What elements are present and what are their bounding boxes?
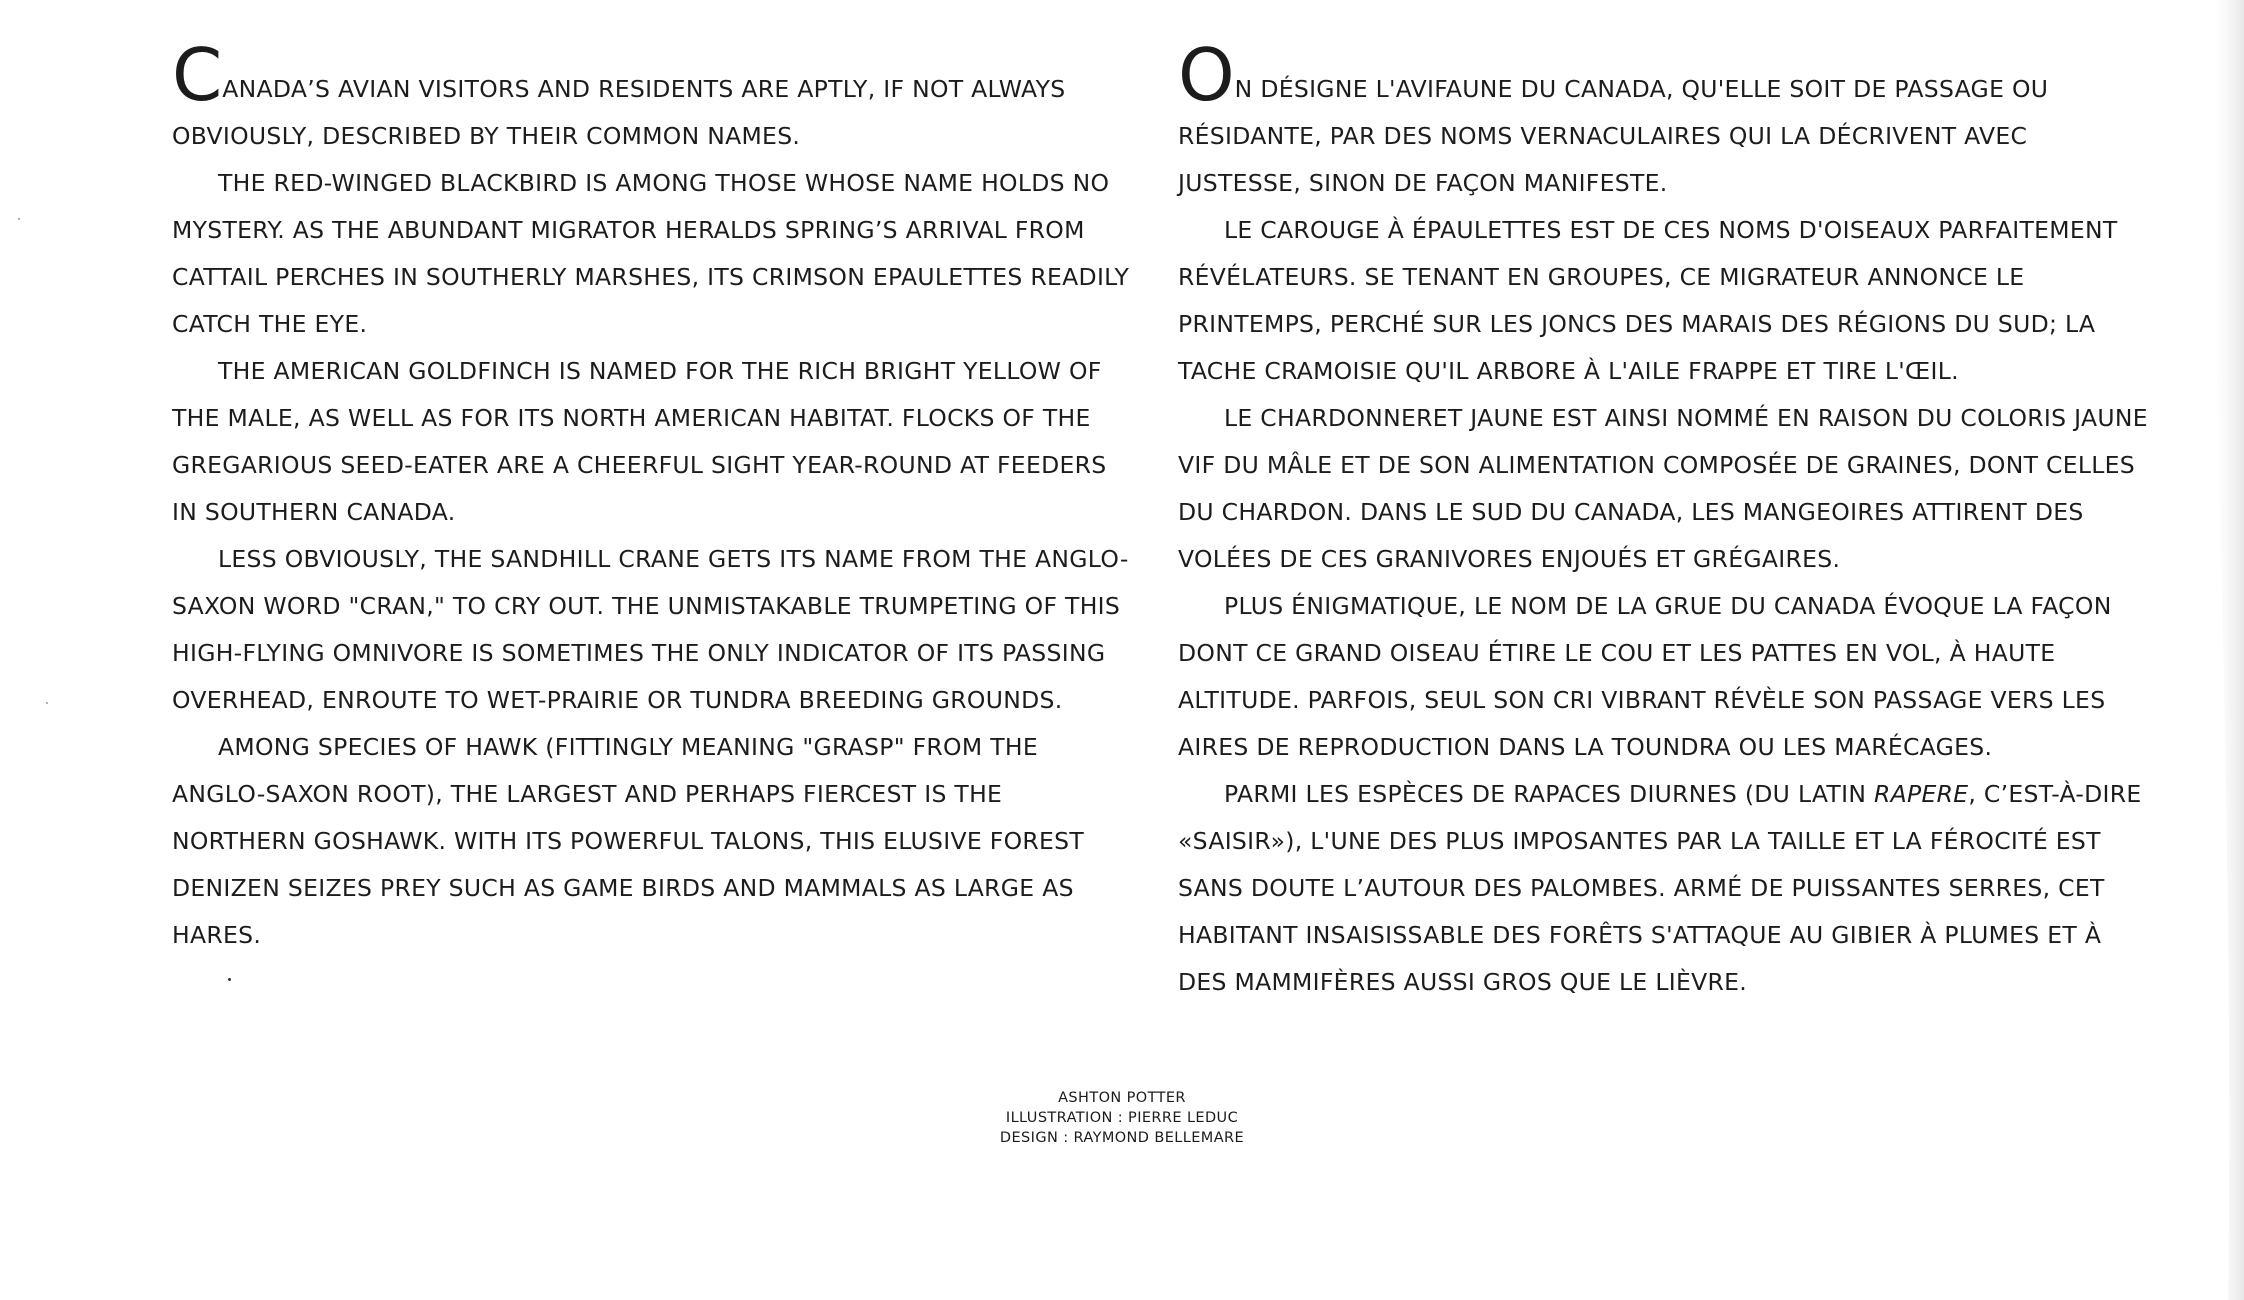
page-edge-shadow	[2208, 0, 2244, 1300]
french-latin-term: RAPERE	[1873, 780, 1969, 808]
stray-dot	[46, 702, 48, 704]
english-drop-cap: C	[172, 33, 223, 117]
english-paragraph-goshawk: AMONG SPECIES OF HAWK (FITTINGLY MEANING "GRASP" FROM THE ANGLO-SAXON ROOT), THE LARGEST AND PERHAPS FIERCEST IS THE NORTHERN GOSHAWK. WITH ITS POWERFUL TALONS, THIS ELUSIVE FOREST DENIZEN SEIZES PREY SUCH AS GAME BIRDS AND MAMMALS AS LARGE AS HARES.	[172, 733, 1085, 949]
credit-printer: ASHTON POTTER	[1058, 1090, 1186, 1106]
credit-illustration: ILLUSTRATION : PIERRE LEDUC	[1005, 1110, 1239, 1126]
french-intro-paragraph	[1178, 33, 2148, 207]
stray-dot	[18, 218, 20, 220]
french-drop-cap: O	[1178, 33, 1235, 117]
french-last-after: , C’EST-À-DIRE «SAISIR»), L'UNE DES PLUS IMPOSANTES PAR LA TAILLE ET LA FÉROCITÉ EST SANS DOUTE L’AUTOUR DES PALOMBES. ARMÉ DE PUISSANTES SERRES, CET HABITANT INSAISISSABLE DES FORÊTS S'ATTAQUE AU GIBIER À PLUMES ET À DES MAMMIFÈRES AUSSI GROS QUE LE LIÈVRE.	[1178, 780, 2142, 996]
french-paragraph-autour	[1178, 771, 2148, 1006]
french-last-before: PARMI LES ESPÈCES DE RAPACES DIURNES (DU LATIN	[1224, 780, 1874, 808]
french-column	[1178, 33, 2148, 1006]
stray-dot	[228, 978, 231, 981]
english-intro-paragraph	[172, 33, 1132, 160]
french-paragraph-carouge: LE CAROUGE À ÉPAULETTES EST DE CES NOMS D'OISEAUX PARFAITEMENT RÉVÉLATEURS. SE TENANT EN GROUPES, CE MIGRATEUR ANNONCE LE PRINTEMPS, PERCHÉ SUR LES JONCS DES MARAIS DES RÉGIONS DU SUD; LA TACHE CRAMOISIE QU'IL ARBORE À L'AILE FRAPPE ET TIRE L'ŒIL.	[1178, 216, 2118, 385]
french-intro-text: N DÉSIGNE L'AVIFAUNE DU CANADA, QU'ELLE SOIT DE PASSAGE OU RÉSIDANTE, PAR DES NOMS VERNACULAIRES QUI LA DÉCRIVENT AVEC JUSTESSE, SINON DE FAÇON MANIFESTE.	[1178, 75, 2049, 197]
credit-design: DESIGN : RAYMOND BELLEMARE	[999, 1130, 1245, 1146]
french-paragraph-chardonneret: LE CHARDONNERET JAUNE EST AINSI NOMMÉ EN RAISON DU COLORIS JAUNE VIF DU MÂLE ET DE SON ALIMENTATION COMPOSÉE DE GRAINES, DONT CELLES DU CHARDON. DANS LE SUD DU CANADA, LES MANGEOIRES ATTIRENT DES VOLÉES DE CES GRANIVORES ENJOUÉS ET GRÉGAIRES.	[1178, 404, 2148, 573]
english-column	[172, 33, 1132, 959]
english-intro-text: ANADA’S AVIAN VISITORS AND RESIDENTS ARE APTLY, IF NOT ALWAYS OBVIOUSLY, DESCRIBED BY THEIR COMMON NAMES.	[172, 75, 1066, 150]
english-paragraph-crane: LESS OBVIOUSLY, THE SANDHILL CRANE GETS ITS NAME FROM THE ANGLO-SAXON WORD "CRAN," TO CRY OUT. THE UNMISTAKABLE TRUMPETING OF THIS HIGH-FLYING OMNIVORE IS SOMETIMES THE ONLY INDICATOR OF ITS PASSING OVERHEAD, ENROUTE TO WET-PRAIRIE OR TUNDRA BREEDING GROUNDS.	[172, 545, 1129, 714]
english-paragraph-blackbird: THE RED-WINGED BLACKBIRD IS AMONG THOSE WHOSE NAME HOLDS NO MYSTERY. AS THE ABUNDANT MIGRATOR HERALDS SPRING’S ARRIVAL FROM CATTAIL PERCHES IN SOUTHERLY MARSHES, ITS CRIMSON EPAULETTES READILY CATCH THE EYE.	[172, 169, 1130, 338]
french-paragraph-grue: PLUS ÉNIGMATIQUE, LE NOM DE LA GRUE DU CANADA ÉVOQUE LA FAÇON DONT CE GRAND OISEAU ÉTIRE LE COU ET LES PATTES EN VOL, À HAUTE ALTITUDE. PARFOIS, SEUL SON CRI VIBRANT RÉVÈLE SON PASSAGE VERS LES AIRES DE REPRODUCTION DANS LA TOUNDRA OU LES MARÉCAGES.	[1178, 592, 2112, 761]
credits-block	[922, 1088, 1322, 1148]
english-paragraph-goldfinch: THE AMERICAN GOLDFINCH IS NAMED FOR THE RICH BRIGHT YELLOW OF THE MALE, AS WELL AS FOR ITS NORTH AMERICAN HABITAT. FLOCKS OF THE GREGARIOUS SEED-EATER ARE A CHEERFUL SIGHT YEAR-ROUND AT FEEDERS IN SOUTHERN CANADA.	[172, 357, 1107, 526]
